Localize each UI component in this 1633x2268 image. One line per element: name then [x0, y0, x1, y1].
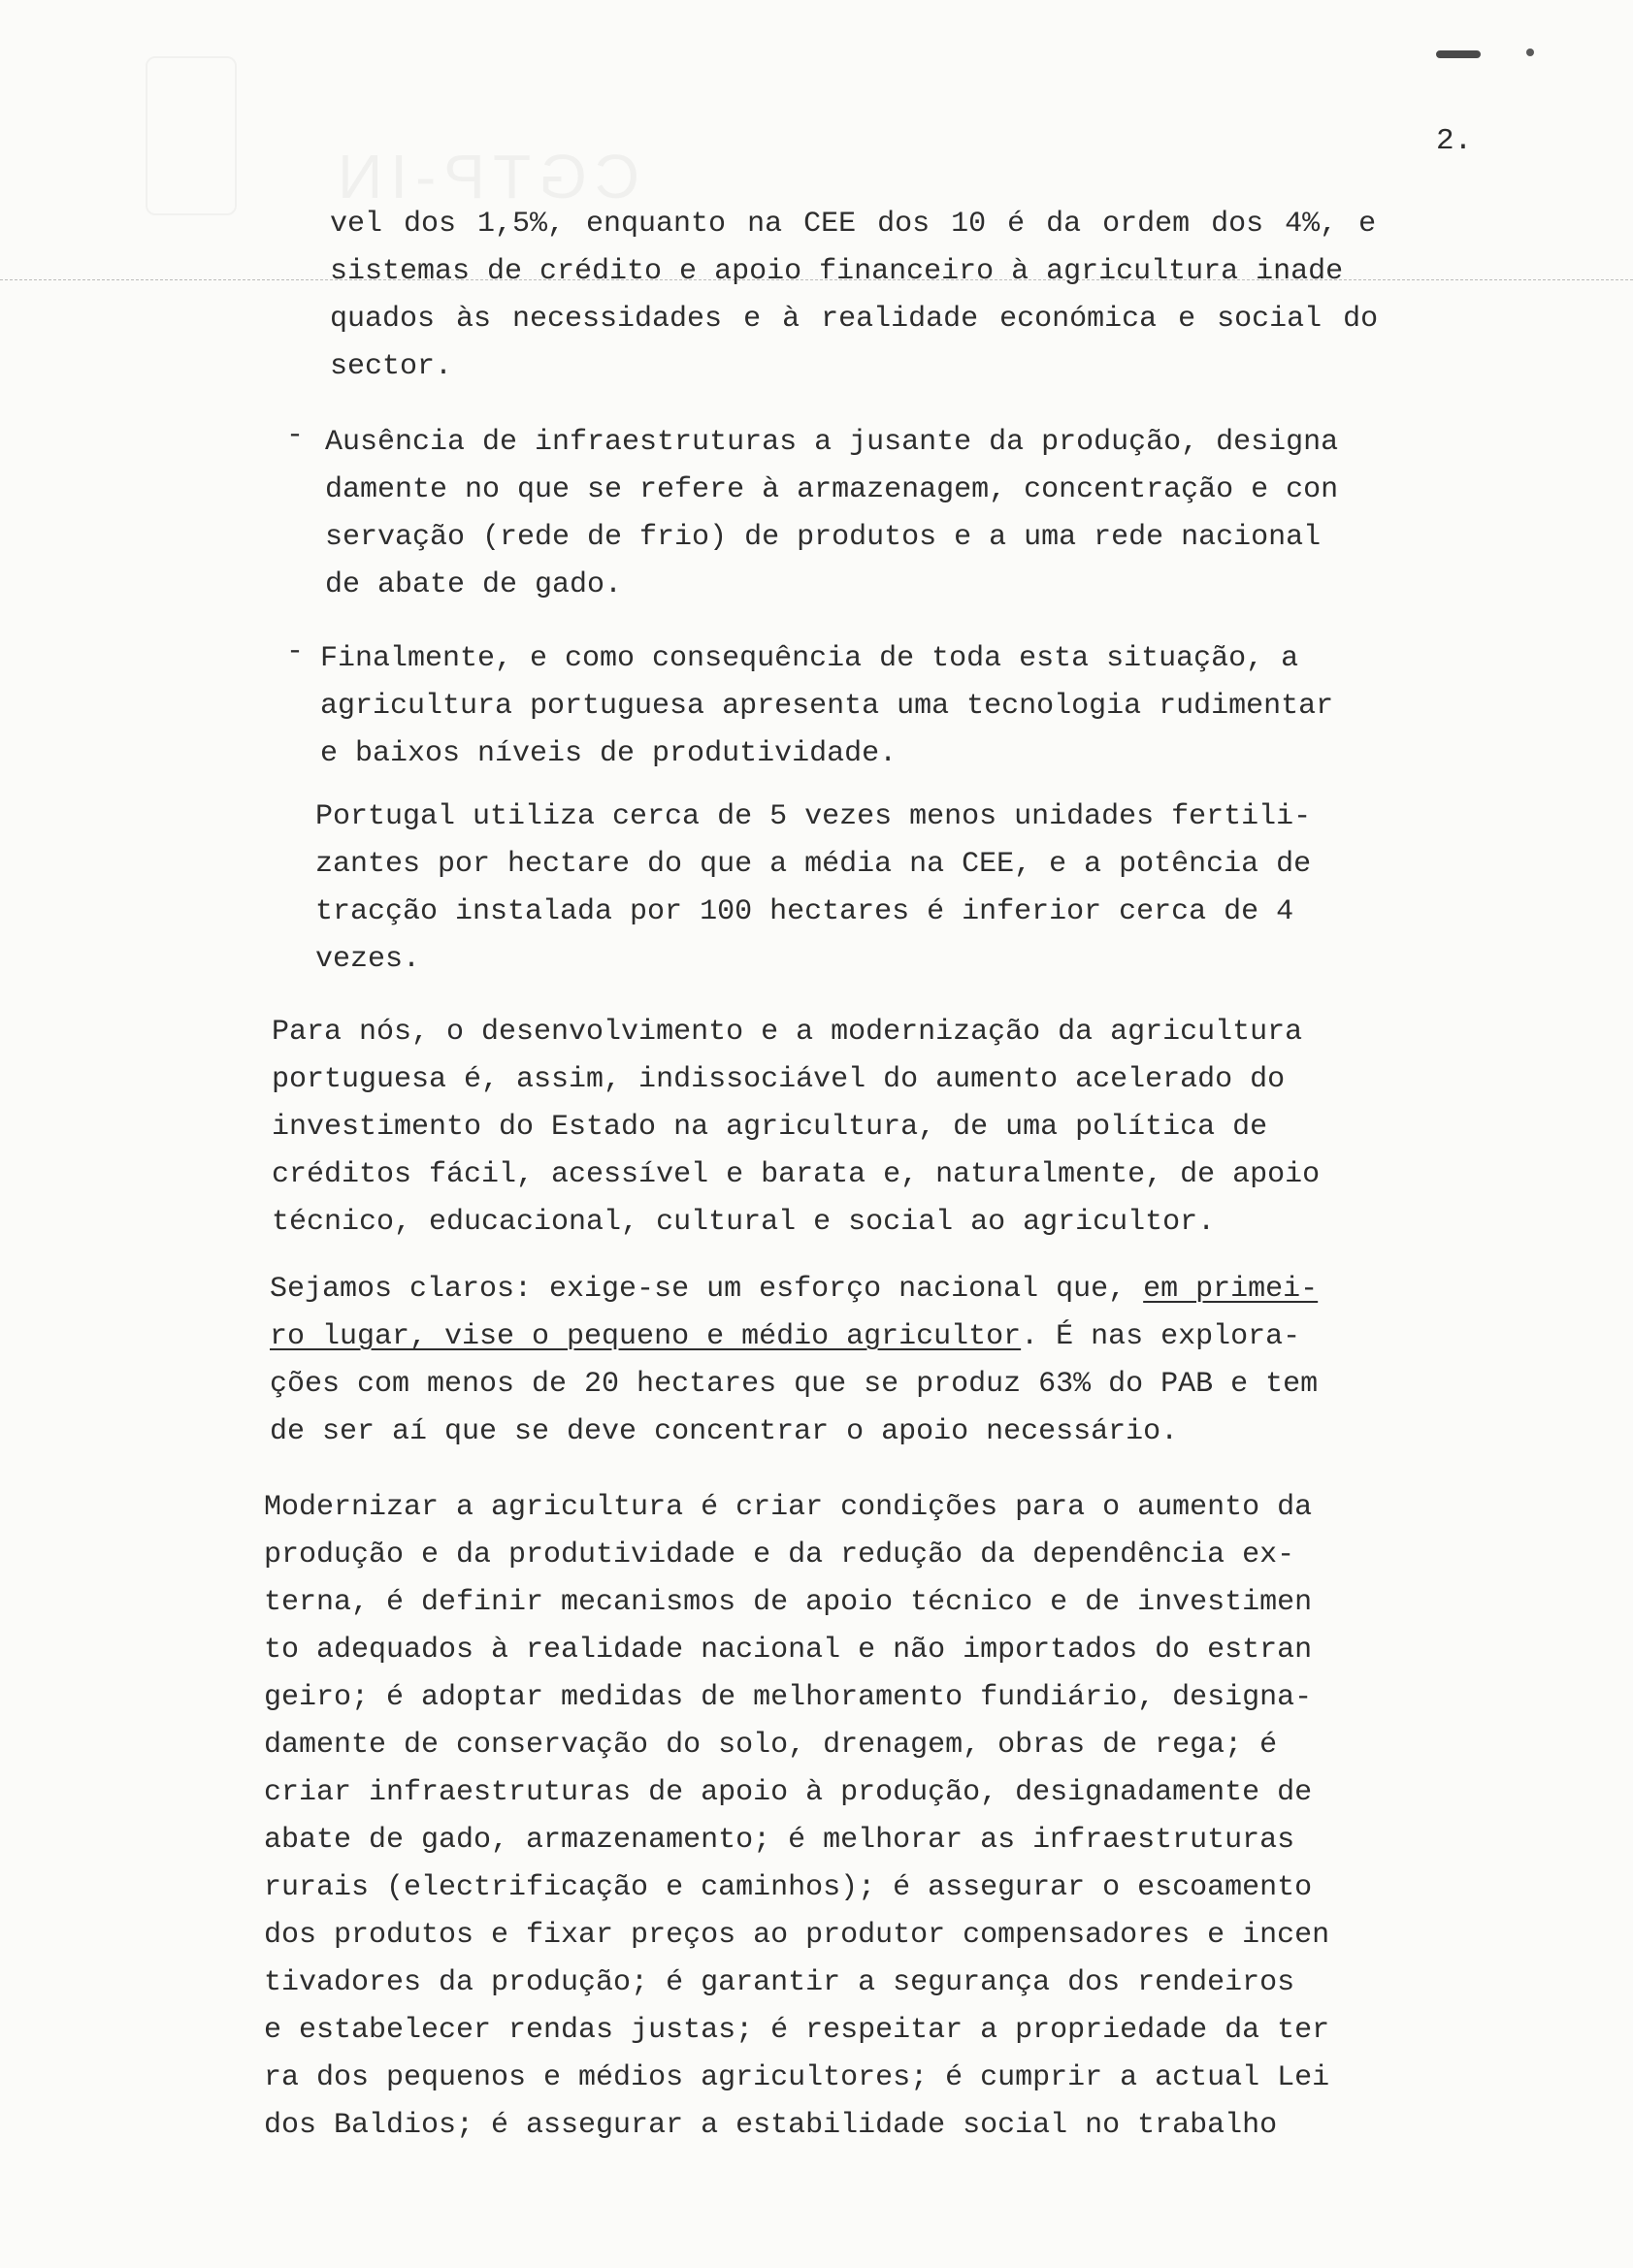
- text-segment: . É nas explora-: [1021, 1320, 1301, 1353]
- text-line: geiro; é adoptar medidas de melhoramento fundiário, designa-: [264, 1681, 1313, 1714]
- text-line: Ausência de infraestruturas a jusante da produção, designa: [325, 426, 1339, 459]
- paragraph-continuation: [330, 201, 1378, 391]
- text-line: ra dos pequenos e médios agricultores; é cumprir a actual Lei: [264, 2061, 1330, 2094]
- text-line: produção e da produtividade e da redução da dependência ex-: [264, 1539, 1295, 1571]
- text-line: Finalmente, e como consequência de toda esta situação, a: [320, 642, 1299, 675]
- text-line: e baixos níveis de produtividade.: [320, 737, 898, 770]
- text-line: damente de conservação do solo, drenagem, obras de rega; é: [264, 1729, 1278, 1762]
- ink-speck: [1436, 50, 1481, 58]
- text-line: sector.: [330, 350, 453, 383]
- text-line: dos Baldios; é assegurar a estabilidade social no trabalho: [264, 2109, 1278, 2142]
- text-line: tivadores da produção; é garantir a segurança dos rendeiros: [264, 1966, 1295, 1999]
- text-line: de ser aí que se deve concentrar o apoio necessário.: [270, 1415, 1179, 1448]
- text-line: técnico, educacional, cultural e social ao agricultor.: [272, 1206, 1216, 1239]
- paragraph-measures: [264, 1484, 1329, 2150]
- bleed-through-logo: [146, 56, 237, 215]
- text-line: de abate de gado.: [325, 568, 623, 601]
- bullet-item: [325, 419, 1338, 609]
- text-line: dos produtos e fixar preços ao produtor compensadores e incen: [264, 1919, 1330, 1952]
- text-line: [270, 1313, 1318, 1361]
- text-line: abate de gado, armazenamento; é melhorar as infraestruturas: [264, 1824, 1295, 1857]
- text-line: vezes.: [315, 943, 421, 976]
- text-line: criar infraestruturas de apoio à produção, designadamente de: [264, 1776, 1313, 1809]
- text-line: tracção instalada por 100 hectares é inferior cerca de 4: [315, 895, 1294, 928]
- text-line: damente no que se refere à armazenagem, concentração e con: [325, 473, 1339, 506]
- text-line: Modernizar a agricultura é criar condições para o aumento da: [264, 1491, 1313, 1524]
- text-line: agricultura portuguesa apresenta uma tecnologia rudimentar: [320, 690, 1334, 723]
- bullet-item: [320, 635, 1333, 778]
- text-line: to adequados à realidade nacional e não importados do estran: [264, 1634, 1313, 1667]
- paragraph-modernization: [272, 1009, 1320, 1247]
- text-line: servação (rede de frio) de produtos e a uma rede nacional: [325, 521, 1322, 554]
- underlined-text: ro lugar, vise o pequeno e médio agricultor: [270, 1320, 1022, 1353]
- text-line: portuguesa é, assim, indissociável do aumento acelerado do: [272, 1063, 1286, 1096]
- text-line: Para nós, o desenvolvimento e a modernização da agricultura: [272, 1016, 1303, 1049]
- text-line: terna, é definir mecanismos de apoio técnico e de investimen: [264, 1586, 1313, 1619]
- text-line: [270, 1266, 1318, 1313]
- text-line: e estabelecer rendas justas; é respeitar a propriedade da ter: [264, 2014, 1330, 2047]
- text-segment: Sejamos claros: exige-se um esforço nacional que,: [270, 1273, 1144, 1306]
- text-line: ções com menos de 20 hectares que se produz 63% do PAB e tem: [270, 1368, 1319, 1401]
- text-line: rurais (electrificação e caminhos); é assegurar o escoamento: [264, 1871, 1313, 1904]
- text-line: vel dos 1,5%, enquanto na CEE dos 10 é da ordem dos 4%, e: [330, 208, 1377, 241]
- text-line: créditos fácil, acessível e barata e, naturalmente, de apoio: [272, 1158, 1321, 1191]
- bullet-dash: -: [286, 635, 305, 668]
- text-line: investimento do Estado na agricultura, de uma política de: [272, 1111, 1268, 1144]
- ink-speck: [1526, 49, 1534, 56]
- text-line: zantes por hectare do que a média na CEE, e a potência de: [315, 848, 1312, 881]
- underlined-text: em primei-: [1143, 1273, 1319, 1306]
- bullet-dash: -: [286, 419, 305, 452]
- text-line: quados às necessidades e à realidade económica e social do: [330, 303, 1379, 336]
- paragraph-statistics: [315, 794, 1311, 984]
- text-line: sistemas de crédito e apoio financeiro à agricultura inade: [330, 255, 1344, 288]
- paragraph-priority: [270, 1266, 1318, 1456]
- text-line: Portugal utiliza cerca de 5 vezes menos unidades fertili-: [315, 800, 1312, 833]
- page-number: 2.: [1436, 124, 1473, 158]
